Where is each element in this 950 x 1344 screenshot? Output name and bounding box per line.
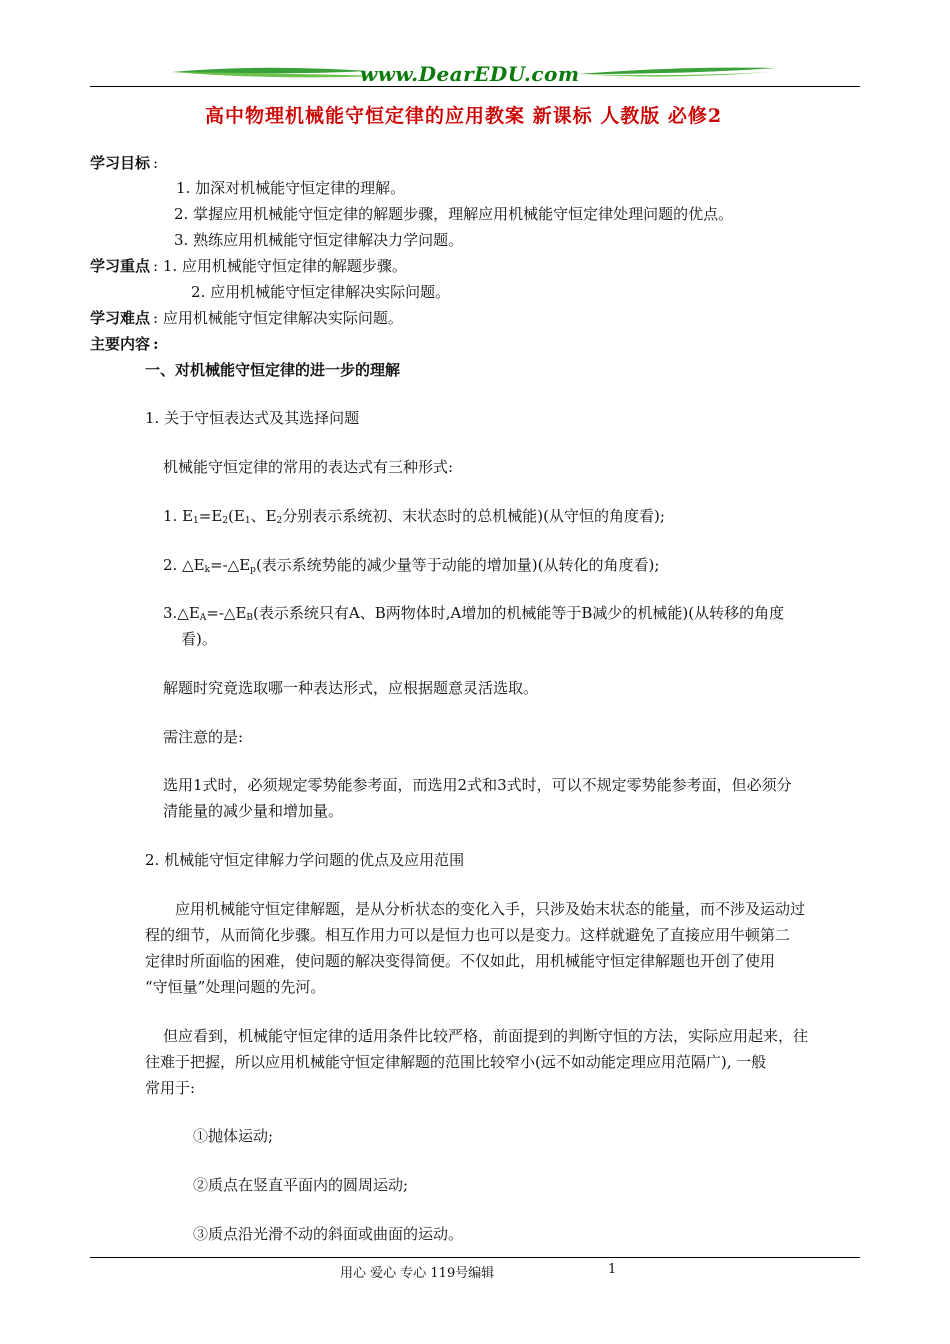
page-title: 高中物理机械能守恒定律的应用教案 新课标 人教版 必修2	[205, 105, 723, 127]
note-line: 选用1式时，必须规定零势能参考面，而选用2式和3式时，可以不规定零势能参考面，但必须分	[163, 776, 792, 794]
difficulties-text: : 应用机械能守恒定律解决实际问题。	[153, 309, 403, 327]
content-label: 主要内容	[90, 335, 151, 353]
formula-2-part: (表示系统势能的减少量等于动能的增加量)(从转化的角度看);	[255, 556, 660, 574]
formula-1-sub: 2	[276, 516, 283, 526]
formula-3-part: (表示系统只有A、B两物体时,A增加的机械能等于B减少的机械能)(从转移的角度	[253, 604, 785, 622]
page-number: 1	[608, 1262, 617, 1277]
formula-3-part: 3.△E	[163, 604, 200, 622]
paragraph-line: 但应看到，机械能守恒定律的适用条件比较严格，前面提到的判断守恒的方法，实际应用起来，往	[163, 1027, 809, 1045]
choose-note: 解题时究竟选取哪一种表达形式，应根据题意灵活选取。	[163, 679, 539, 697]
objective-item: 1. 加深对机械能守恒定律的理解。	[176, 179, 406, 197]
subsection-heading: 2. 机械能守恒定律解力学问题的优点及应用范围	[145, 851, 465, 869]
usage-item: ①抛体运动;	[193, 1127, 274, 1145]
formula-1-part: 分别表示系统初、末状态时的总机械能)(从守恒的角度看);	[282, 507, 665, 525]
objective-item: 2. 掌握应用机械能守恒定律的解题步骤，理解应用机械能守恒定律处理问题的优点。	[174, 205, 734, 223]
footer-rule	[90, 1257, 860, 1258]
formula-3	[163, 603, 784, 623]
paragraph-line: 常用于:	[145, 1079, 196, 1097]
formula-1	[163, 506, 665, 526]
formula-1-sub: 1	[244, 516, 251, 526]
formulas-intro: 机械能守恒定律的常用的表达式有三种形式:	[163, 458, 454, 476]
formula-1-part: 1. E	[163, 507, 194, 525]
formula-3-sub: A	[199, 613, 207, 623]
key-points-label: 学习重点	[90, 257, 151, 275]
logo-text: www.DearEDU.com	[360, 62, 580, 86]
paragraph-line: 应用机械能守恒定律解题，是从分析状态的变化入手，只涉及始末状态的能量，而不涉及运动过	[175, 900, 806, 918]
formula-3-part: =-△E	[206, 604, 247, 622]
content-colon: :	[153, 335, 159, 353]
formula-1-part: 、E	[250, 507, 277, 525]
objectives-label: 学习目标	[90, 154, 151, 172]
formula-1-sub: 1	[193, 516, 199, 526]
formula-2-sub: k	[204, 565, 211, 575]
objective-item: 3. 熟练应用机械能守恒定律解决力学问题。	[174, 231, 464, 249]
note-label: 需注意的是:	[163, 728, 244, 746]
formula-2	[163, 555, 659, 575]
usage-item: ②质点在竖直平面内的圆周运动;	[193, 1176, 409, 1194]
objectives-colon: :	[153, 154, 159, 172]
formula-1-sub: 2	[222, 516, 229, 526]
formula-2-part: =-△E	[210, 556, 251, 574]
formula-1-part: =E	[198, 507, 223, 525]
formula-2-sub: p	[250, 565, 256, 575]
formula-1-part: (E	[228, 507, 245, 525]
paragraph-line: 定律时所面临的困难，使问题的解决变得简便。不仅如此，用机械能守恒定律解题也开创了使用	[145, 952, 776, 970]
header-logo	[170, 62, 780, 88]
key-point-item: 2. 应用机械能守恒定律解决实际问题。	[191, 283, 451, 301]
section-heading: 一、对机械能守恒定律的进一步的理解	[145, 361, 401, 379]
usage-item: ③质点沿光滑不动的斜面或曲面的运动。	[193, 1225, 464, 1243]
formula-2-part: 2. △E	[163, 556, 205, 574]
difficulties-label: 学习难点	[90, 309, 151, 327]
formula-3-continuation: 看)。	[181, 630, 217, 648]
paragraph-line: “守恒量”处理问题的先河。	[145, 978, 326, 996]
subsection-heading: 1. 关于守恒表达式及其选择问题	[145, 409, 360, 427]
footer-text: 用心 爱心 专心 119号编辑	[340, 1266, 495, 1281]
note-line: 清能量的减少量和增加量。	[163, 802, 344, 820]
key-point-item: : 1. 应用机械能守恒定律的解题步骤。	[153, 257, 407, 275]
paragraph-line: 往难于把握，所以应用机械能守恒定律解题的范围比较窄小(远不如动能定理应用范隔广), 一般	[145, 1053, 767, 1071]
paragraph-line: 程的细节，从而简化步骤。相互作用力可以是恒力也可以是变力。这样就避免了直接应用牛顿第二	[145, 926, 791, 944]
formula-3-sub: B	[246, 613, 254, 623]
